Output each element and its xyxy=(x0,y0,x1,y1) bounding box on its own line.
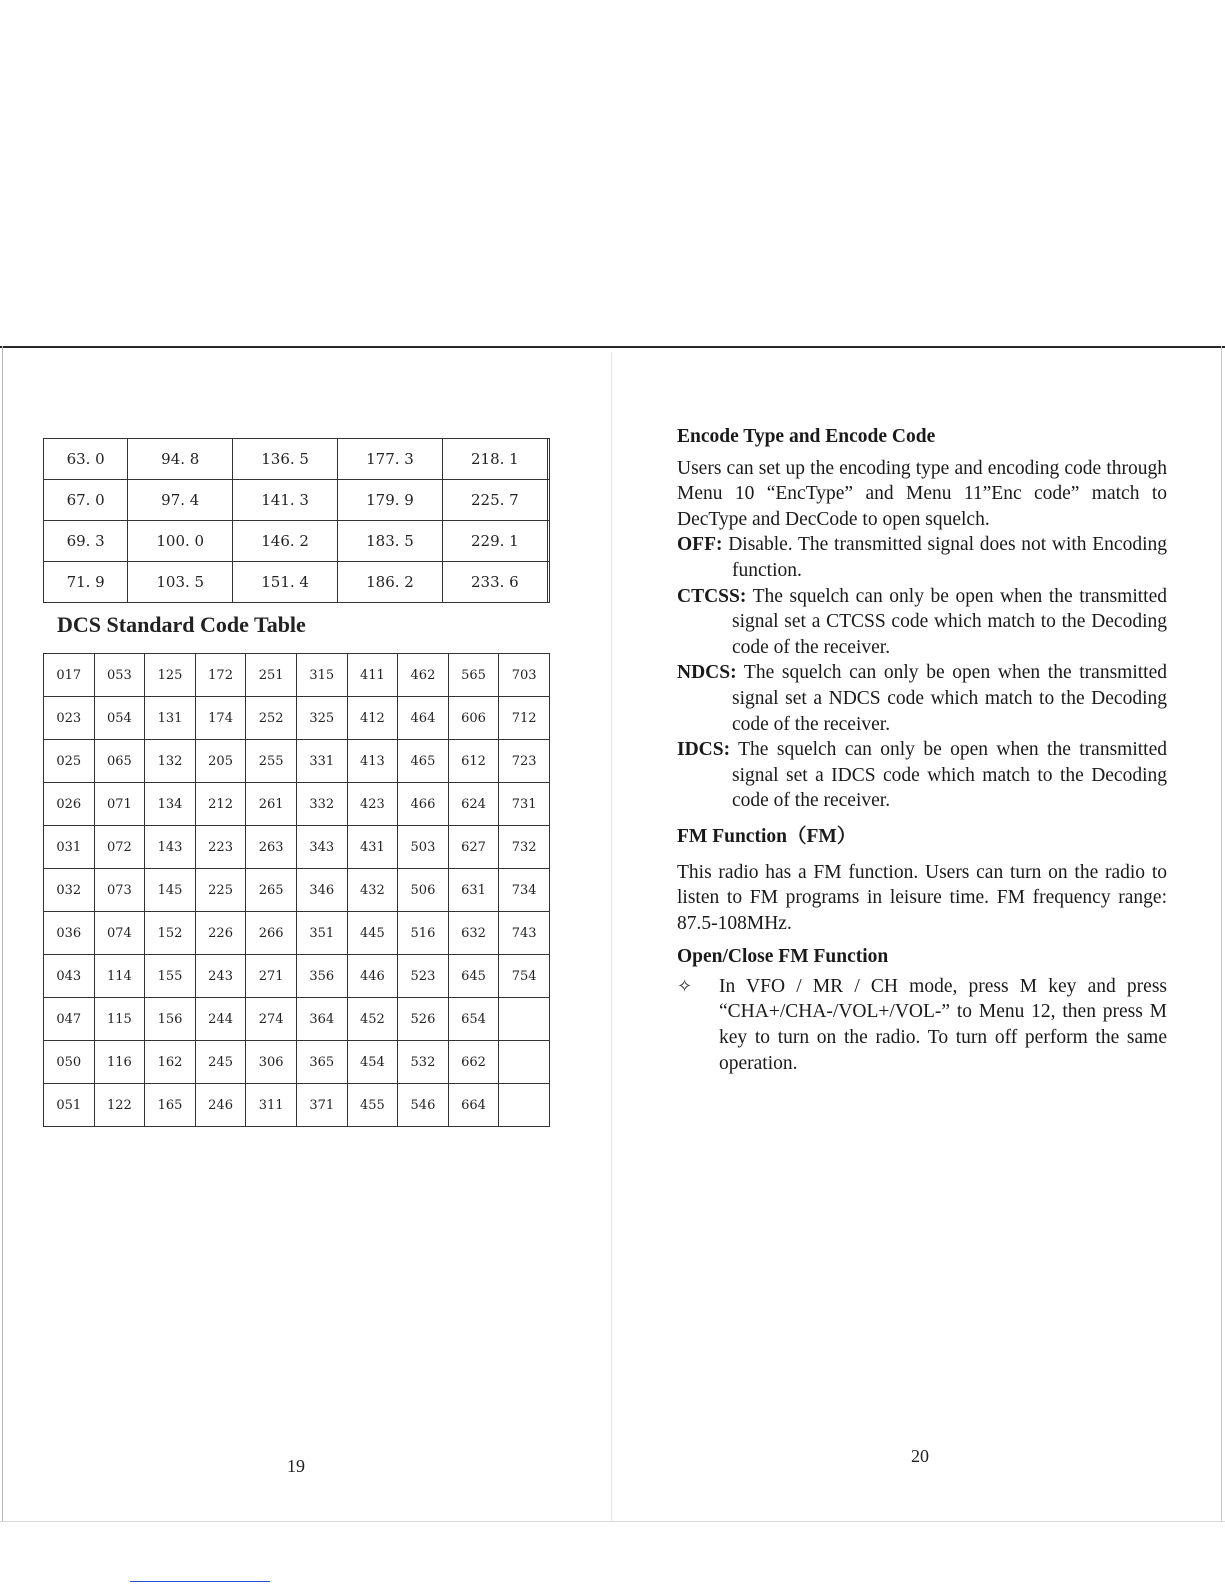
table-cell: 364 xyxy=(296,998,347,1041)
table-row xyxy=(44,1084,550,1127)
table-cell: 131 xyxy=(145,697,196,740)
scan-artifact-line xyxy=(130,1581,270,1582)
table-cell: 423 xyxy=(347,783,398,826)
table-cell: 732 xyxy=(499,826,550,869)
left-page xyxy=(0,346,612,1522)
dcs-table-title: DCS Standard Code Table xyxy=(57,612,306,637)
table-cell: 114 xyxy=(94,955,145,998)
table-cell: 446 xyxy=(347,955,398,998)
table-row xyxy=(44,562,550,603)
table-cell: 100. 0 xyxy=(128,521,233,562)
table-cell xyxy=(547,480,549,521)
table-cell: 047 xyxy=(44,998,95,1041)
table-cell: 212 xyxy=(195,783,246,826)
table-cell: 565 xyxy=(448,654,499,697)
sparkle-bullet-icon: ✧ xyxy=(677,975,693,996)
table-cell: 723 xyxy=(499,740,550,783)
table-cell: 071 xyxy=(94,783,145,826)
table-cell: 043 xyxy=(44,955,95,998)
table-row xyxy=(44,912,550,955)
table-cell: 343 xyxy=(296,826,347,869)
table-cell: 465 xyxy=(398,740,449,783)
table-cell: 174 xyxy=(195,697,246,740)
table-cell: 156 xyxy=(145,998,196,1041)
table-cell: 218. 1 xyxy=(442,439,547,480)
table-row xyxy=(44,480,550,521)
table-cell: 261 xyxy=(246,783,297,826)
table-cell: 179. 9 xyxy=(338,480,443,521)
encode-heading: Encode Type and Encode Code xyxy=(677,426,936,447)
table-cell: 183. 5 xyxy=(338,521,443,562)
table-cell: 141. 3 xyxy=(233,480,338,521)
table-cell: 624 xyxy=(448,783,499,826)
table-cell: 315 xyxy=(296,654,347,697)
table-cell: 445 xyxy=(347,912,398,955)
table-cell: 464 xyxy=(398,697,449,740)
table-cell: 503 xyxy=(398,826,449,869)
table-cell: 252 xyxy=(246,697,297,740)
table-cell: 017 xyxy=(44,654,95,697)
table-cell xyxy=(499,1041,550,1084)
table-cell: 205 xyxy=(195,740,246,783)
table-cell: 662 xyxy=(448,1041,499,1084)
table-row xyxy=(44,869,550,912)
table-cell: 632 xyxy=(448,912,499,955)
open-close-heading: Open/Close FM Function xyxy=(677,946,889,968)
table-cell: 506 xyxy=(398,869,449,912)
table-cell: 255 xyxy=(246,740,297,783)
table-cell: 412 xyxy=(347,697,398,740)
table-cell: 532 xyxy=(398,1041,449,1084)
table-cell: 365 xyxy=(296,1041,347,1084)
definition-text: The squelch can only be open when the transmitted signal set a CTCSS code which match to the Decoding code of the receiver. xyxy=(732,585,1167,658)
table-cell xyxy=(499,1084,550,1127)
table-cell: 072 xyxy=(94,826,145,869)
table-cell: 431 xyxy=(347,826,398,869)
table-cell: 246 xyxy=(195,1084,246,1127)
table-cell: 051 xyxy=(44,1084,95,1127)
table-cell: 331 xyxy=(296,740,347,783)
table-cell: 226 xyxy=(195,912,246,955)
table-cell: 654 xyxy=(448,998,499,1041)
table-cell: 454 xyxy=(347,1041,398,1084)
table-cell: 145 xyxy=(145,869,196,912)
definition-text: The squelch can only be open when the transmitted signal set a IDCS code which match to the Decoding code of the receiver. xyxy=(732,739,1167,812)
table-cell: 152 xyxy=(145,912,196,955)
definition-off xyxy=(677,532,1167,583)
table-cell: 627 xyxy=(448,826,499,869)
table-cell: 356 xyxy=(296,955,347,998)
table-cell: 664 xyxy=(448,1084,499,1127)
table-cell: 065 xyxy=(94,740,145,783)
table-cell: 115 xyxy=(94,998,145,1041)
dcs-code-table xyxy=(43,653,550,1127)
table-cell: 073 xyxy=(94,869,145,912)
table-cell: 455 xyxy=(347,1084,398,1127)
table-cell: 031 xyxy=(44,826,95,869)
table-cell: 734 xyxy=(499,869,550,912)
table-cell: 143 xyxy=(145,826,196,869)
table-cell: 225. 7 xyxy=(442,480,547,521)
right-page-content xyxy=(677,424,1167,1076)
page-number-left: 19 xyxy=(287,1456,305,1476)
table-row xyxy=(44,783,550,826)
table-cell: 134 xyxy=(145,783,196,826)
table-cell xyxy=(547,562,549,603)
table-cell: 546 xyxy=(398,1084,449,1127)
table-cell: 466 xyxy=(398,783,449,826)
table-row xyxy=(44,740,550,783)
table-cell: 311 xyxy=(246,1084,297,1127)
table-cell: 332 xyxy=(296,783,347,826)
definition-ctcss xyxy=(677,584,1167,661)
table-cell: 032 xyxy=(44,869,95,912)
table-cell: 631 xyxy=(448,869,499,912)
table-cell: 223 xyxy=(195,826,246,869)
table-cell: 243 xyxy=(195,955,246,998)
table-cell: 155 xyxy=(145,955,196,998)
table-cell: 612 xyxy=(448,740,499,783)
table-cell: 136. 5 xyxy=(233,439,338,480)
definition-idcs xyxy=(677,737,1167,814)
definition-term: OFF: xyxy=(677,534,723,556)
table-cell: 023 xyxy=(44,697,95,740)
table-cell: 116 xyxy=(94,1041,145,1084)
table-cell: 452 xyxy=(347,998,398,1041)
table-cell: 053 xyxy=(94,654,145,697)
table-cell: 245 xyxy=(195,1041,246,1084)
table-cell: 351 xyxy=(296,912,347,955)
definition-text: Disable. The transmitted signal does not with Encoding function. xyxy=(728,534,1167,581)
table-row xyxy=(44,955,550,998)
table-cell: 94. 8 xyxy=(128,439,233,480)
table-row xyxy=(44,826,550,869)
definition-term: CTCSS: xyxy=(677,585,747,607)
table-cell: 263 xyxy=(246,826,297,869)
table-cell: 265 xyxy=(246,869,297,912)
table-cell: 432 xyxy=(347,869,398,912)
table-cell: 233. 6 xyxy=(442,562,547,603)
definition-text: The squelch can only be open when the transmitted signal set a NDCS code which match to the Decoding code of the receiver. xyxy=(732,662,1167,735)
table-cell: 132 xyxy=(145,740,196,783)
table-cell: 244 xyxy=(195,998,246,1041)
page-number-right: 20 xyxy=(911,1446,929,1466)
table-cell: 306 xyxy=(246,1041,297,1084)
table-cell xyxy=(499,998,550,1041)
table-cell: 050 xyxy=(44,1041,95,1084)
table-cell: 186. 2 xyxy=(338,562,443,603)
definition-ndcs xyxy=(677,660,1167,737)
definition-term: NDCS: xyxy=(677,662,737,684)
table-row xyxy=(44,439,550,480)
table-cell: 411 xyxy=(347,654,398,697)
table-row xyxy=(44,654,550,697)
ctcss-code-table xyxy=(43,438,550,603)
table-cell: 025 xyxy=(44,740,95,783)
table-cell: 67. 0 xyxy=(44,480,128,521)
table-cell: 074 xyxy=(94,912,145,955)
table-cell: 151. 4 xyxy=(233,562,338,603)
table-row xyxy=(44,521,550,562)
table-cell: 413 xyxy=(347,740,398,783)
table-cell: 229. 1 xyxy=(442,521,547,562)
table-cell: 731 xyxy=(499,783,550,826)
table-cell: 371 xyxy=(296,1084,347,1127)
table-row xyxy=(44,697,550,740)
table-cell: 103. 5 xyxy=(128,562,233,603)
fm-heading: FM Function（FM） xyxy=(677,825,857,847)
table-cell: 122 xyxy=(94,1084,145,1127)
table-cell: 274 xyxy=(246,998,297,1041)
table-cell: 526 xyxy=(398,998,449,1041)
table-cell: 266 xyxy=(246,912,297,955)
table-cell: 054 xyxy=(94,697,145,740)
table-cell: 125 xyxy=(145,654,196,697)
table-row xyxy=(44,1041,550,1084)
right-page xyxy=(612,346,1225,1522)
table-cell: 177. 3 xyxy=(338,439,443,480)
table-cell: 645 xyxy=(448,955,499,998)
table-cell: 516 xyxy=(398,912,449,955)
table-cell: 69. 3 xyxy=(44,521,128,562)
table-cell: 523 xyxy=(398,955,449,998)
table-row xyxy=(44,998,550,1041)
table-cell: 165 xyxy=(145,1084,196,1127)
bullet-text: In VFO / MR / CH mode, press M key and press “CHA+/CHA-/VOL+/VOL-” to Menu 12, then press M key to turn on the radio. To turn off perform the same operation. xyxy=(719,975,1167,1074)
table-cell xyxy=(547,439,549,480)
table-cell: 026 xyxy=(44,783,95,826)
table-cell: 325 xyxy=(296,697,347,740)
table-cell: 63. 0 xyxy=(44,439,128,480)
table-cell xyxy=(547,521,549,562)
table-cell: 271 xyxy=(246,955,297,998)
table-cell: 754 xyxy=(499,955,550,998)
table-cell: 71. 9 xyxy=(44,562,128,603)
table-cell: 146. 2 xyxy=(233,521,338,562)
table-cell: 225 xyxy=(195,869,246,912)
table-cell: 712 xyxy=(499,697,550,740)
table-cell: 162 xyxy=(145,1041,196,1084)
bullet-item xyxy=(677,974,1167,1076)
table-cell: 703 xyxy=(499,654,550,697)
table-cell: 606 xyxy=(448,697,499,740)
table-cell: 462 xyxy=(398,654,449,697)
table-cell: 036 xyxy=(44,912,95,955)
fm-paragraph: This radio has a FM function. Users can turn on the radio to listen to FM programs in leisure time. FM frequency range: 87.5-108MHz. xyxy=(677,861,1167,934)
encode-paragraph: Users can set up the encoding type and encoding code through Menu 10 “EncType” and Menu 11”Enc code” match to DecType and DecCode to open squelch. xyxy=(677,457,1167,530)
table-cell: 346 xyxy=(296,869,347,912)
table-cell: 251 xyxy=(246,654,297,697)
table-cell: 743 xyxy=(499,912,550,955)
definition-term: IDCS: xyxy=(677,739,731,761)
table-cell: 97. 4 xyxy=(128,480,233,521)
table-cell: 172 xyxy=(195,654,246,697)
